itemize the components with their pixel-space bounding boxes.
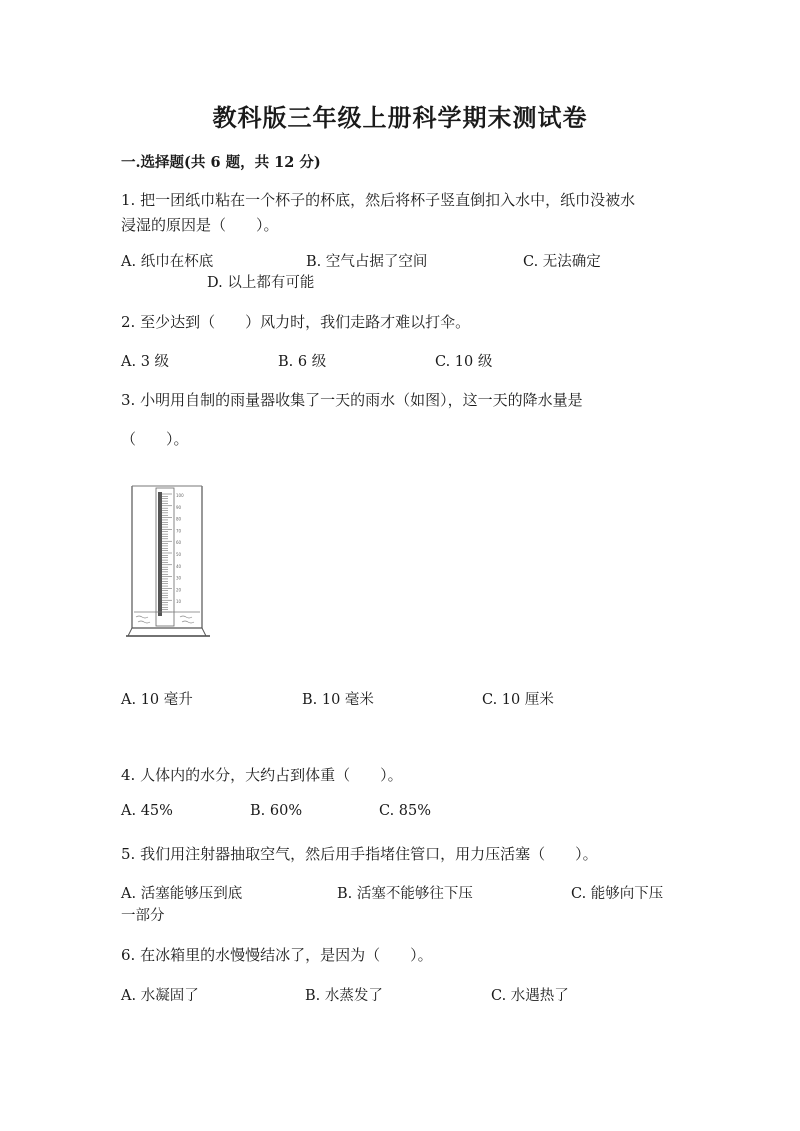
q2-text: 2. 至少达到（ ）风力时，我们走路才难以打伞。 bbox=[121, 313, 471, 331]
gauge-scale-label: 80 bbox=[176, 516, 182, 522]
gauge-ticks bbox=[162, 494, 172, 612]
gauge-scale-label: 50 bbox=[176, 552, 182, 557]
gauge-scale-label: 10 bbox=[176, 599, 182, 605]
gauge-scale-label: 40 bbox=[176, 563, 182, 569]
q1-option-a: A. 纸巾在杯底 bbox=[121, 254, 214, 270]
gauge-scale-label: 20 bbox=[176, 587, 182, 593]
q3-option-a: A. 10 毫升 bbox=[121, 692, 193, 708]
q2-option-a: A. 3 级 bbox=[121, 354, 170, 370]
q1-text-line1: 1. 把一团纸巾粘在一个杯子的杯底，然后将杯子竖直倒扣入水中，纸巾没被水 bbox=[121, 191, 636, 209]
q3-option-b: B. 10 毫米 bbox=[302, 692, 374, 708]
gauge-scale-label: 30 bbox=[176, 575, 182, 581]
section-heading: 一.选择题(共 6 题，共 12 分) bbox=[121, 154, 321, 171]
q5-option-c-continued: 一部分 bbox=[121, 908, 165, 924]
q1-text-line2: 浸湿的原因是（ ）。 bbox=[121, 216, 279, 234]
q2-option-c: C. 10 级 bbox=[435, 354, 493, 370]
page-title: 教科版三年级上册科学期末测试卷 bbox=[212, 103, 588, 132]
q5-option-c: C. 能够向下压 bbox=[571, 886, 664, 902]
gauge-scale-label: 70 bbox=[176, 528, 182, 534]
gauge-scale-label: 90 bbox=[176, 504, 182, 510]
q3-text-line1: 3. 小明用自制的雨量器收集了一天的雨水（如图），这一天的降水量是 bbox=[121, 391, 583, 409]
q1-option-d: D. 以上都有可能 bbox=[207, 275, 315, 291]
q6-text: 6. 在冰箱里的水慢慢结冰了，是因为（ ）。 bbox=[121, 946, 433, 964]
q1-option-c: C. 无法确定 bbox=[523, 254, 601, 270]
q4-option-c: C. 85% bbox=[379, 803, 432, 819]
gauge-scale-label: 100 bbox=[176, 493, 184, 498]
q6-option-a: A. 水凝固了 bbox=[121, 988, 199, 1004]
q5-option-b: B. 活塞不能够往下压 bbox=[337, 886, 473, 902]
q5-text: 5. 我们用注射器抽取空气，然后用手指堵住管口，用力压活塞（ ）。 bbox=[121, 845, 598, 863]
q3-option-c: C. 10 厘米 bbox=[482, 692, 554, 708]
q3-text-line2: （ ）。 bbox=[121, 430, 189, 448]
gauge-scale-label: 60 bbox=[176, 540, 182, 546]
gauge-water bbox=[134, 612, 200, 623]
q4-option-b: B. 60% bbox=[250, 803, 303, 819]
rain-gauge-figure bbox=[124, 482, 214, 642]
q4-text: 4. 人体内的水分，大约占到体重（ ）。 bbox=[121, 766, 403, 784]
q6-option-b: B. 水蒸发了 bbox=[305, 988, 383, 1004]
q2-option-b: B. 6 级 bbox=[278, 354, 327, 370]
q5-option-a: A. 活塞能够压到底 bbox=[121, 886, 243, 902]
q6-option-c: C. 水遇热了 bbox=[491, 988, 569, 1004]
gauge-scale-labels bbox=[176, 493, 184, 604]
q1-option-b: B. 空气占据了空间 bbox=[306, 254, 428, 270]
q4-option-a: A. 45% bbox=[121, 803, 173, 819]
